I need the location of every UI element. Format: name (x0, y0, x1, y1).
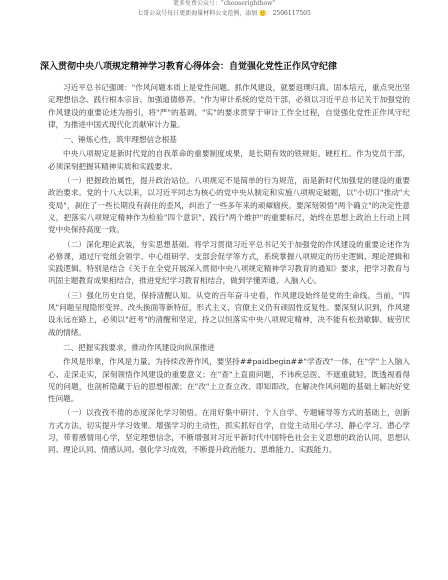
document-title: 深入贯彻中央八项规定精神学习教育心得体会：自觉强化党性正作风守纪律 (40, 62, 338, 72)
body-paragraph: （二）深化理论武装，夯实思想基础。将学习贯彻习近平总书记关于加强党的作风建设的重要论述作为必修课，通过厅党组会领学、中心组研学、支部会促学等方式，系统掌握八项规定的历史逻辑、理论逻辑和实践逻辑。特别是结合《关于在全党开展深入贯彻中央八项规定精神学习教育的通知》要求，把学习教育与巩固主题教育成果相结合，推进党纪学习教育相结合，做到学懂弄通、入脑入心。 (48, 239, 410, 286)
header-promo-line: 更多免费公众号："chooserighthow" (172, 0, 276, 7)
body-paragraph: 作风是形象，作风是力量。为持续改善作风，要坚持##paidbegin##"学查改"一体，在"学"上入脑入心、走深走实，深刻领悟作风建设的重要意义；在"查"上直面问题，不讳疾忌医、不遮重就轻，既透视看得见的问题，也剖析隐藏于后的思想根源；在"改"上立查立改、即知即改，在解决作风问题的基础上解决好党性问题。 (48, 357, 410, 404)
body-paragraph: 中央八项规定是新时代党的自我革命的重要制度成果，是长期有效的铁规矩、硬杠杠。作为党员干部，必须深刻把握其精神实质和实践要求。 (48, 149, 410, 171)
body-paragraph: 习近平总书记强调："作风问题本质上是党性问题。抓作风建设，就要返璞归真、固本培元，重点突出坚定理想信念、践行根本宗旨、加强道德修养。"作为审计系统的党员干部，必须以习近平总书记关于加强党的作风建设的重要论述为指引，将"严"的基调、"实"的要求贯穿于审计工作全过程，自觉强化党性正作风守纪律，为推进中国式现代化贡献审计力量。 (48, 83, 410, 129)
section-heading: 一、锤炼心性，筑牢理想信念根基 (63, 135, 177, 145)
document-body (48, 82, 410, 459)
section-heading: 二、把握实践要求，推动作风建设向纵深推进 (63, 342, 215, 352)
body-paragraph: （三）强化历史自觉，保持清醒认知。从党的百年奋斗史看，作风建设始终是党的生命线。当前，"四风"问题呈现隐形变异、改头换面等新特征，形式主义、官僚主义仍有顽固性反复性。要深刻认识到，作风建设永远在路上，必须以"赶考"的清醒和坚定，持之以恒落实中央八项规定精神，决不能有松劲歇脚、疲劳厌战的情绪。 (48, 290, 410, 337)
body-paragraph: （一）把握政治属性，提升政治站位。八项规定不是简单的行为规范，而是新时代加强党的建设的重要政治要求。党的十八大以来，以习近平同志为核心的党中央从制定和实施八项规定破题，以"小切口"推动"大变局"，刹住了一些长期没有刹住的歪风，纠治了一些多年来的顽瘴痼疾。要深刻领悟"两个确立"的决定性意义，把落实八项规定精神作为检验"四个意识"、践行"两个维护"的重要标尺，始终在思想上政治上行动上同党中央保持高度一致。 (48, 176, 410, 235)
header-contact-line: 七哥公众号每日更新海量材料公文范例，添加 🙂：2506117505 (137, 10, 311, 17)
body-paragraph: （一）以孜孜不倦的态度深化学习领悟。在用好集中研讨、个人自学、专题辅导等方式的基础上，创新方式方法，切实提升学习效果。增强学习的主动性，抓实抓好自学，自觉主动用心学习、静心学习、潜心学习，带着感情用心学，坚定理想信念，不断增强对习近平新时代中国特色社会主义思想的政治认同、思想认同、理论认同、情感认同。强化学习成效，不断提升政治能力、思维能力、实践能力。 (48, 408, 410, 455)
